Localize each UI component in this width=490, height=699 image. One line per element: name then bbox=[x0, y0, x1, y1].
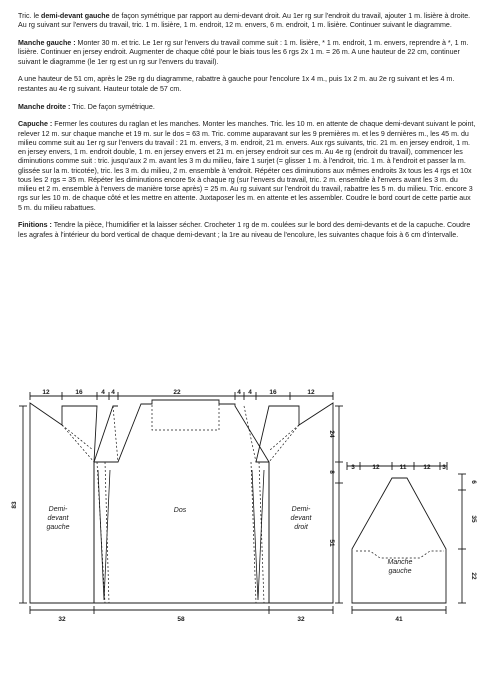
dim-top-5: 22 bbox=[173, 389, 181, 396]
heading-manche-gauche: Manche gauche : bbox=[18, 39, 76, 48]
paragraph-demi-devant-gauche: Tric. le demi-devant gauche de façon symétrique par rapport au demi-devant droit. Au 1er rg sur l'endroit du travail, ajouter 1 m. lisière à droite. Au rg suivant sur l'envers du travail, tric. 1 m. lisière, 1 m. endroit, 12 m. envers, 6 m. endroit, 1 m. lisière. Continuer suivant le diagramme. bbox=[18, 12, 471, 30]
paragraph-manche-gauche: Manche gauche : Monter 30 m. et tric. Le 1er rg sur l'envers du travail comme suit : 1 m. lisière, * 1 m. endroit, 1 m. envers, reprendre à *, 1 m. lisière. Continuer en jersey endroit. Augmenter de chaque côté pour le biais tous les 6 rgs 2x 1 m. = 26 m. A une hauteur de 22 cm, continuer suivant le diagramme (le 1er rg est un rg sur l'envers du travail). bbox=[18, 39, 469, 66]
dashed-neckline-lines bbox=[62, 404, 299, 603]
dim-right-2: 8 bbox=[328, 470, 335, 474]
dim-bottom-1: 32 bbox=[58, 616, 66, 623]
piece-dos bbox=[94, 400, 269, 603]
label-demi-devant-droit-1: Demi- bbox=[291, 506, 311, 513]
heading-capuche: Capuche : bbox=[18, 120, 53, 129]
dim-top-7: 4 bbox=[248, 389, 252, 396]
label-demi-devant-gauche-3: gauche bbox=[46, 524, 70, 531]
heading-demi-devant-gauche: demi-devant gauche bbox=[41, 12, 110, 20]
dim-bottom-2: 58 bbox=[177, 616, 185, 623]
label-demi-devant-droit-2: devant bbox=[290, 515, 312, 522]
piece-manche-gauche bbox=[352, 478, 446, 603]
dim-bottom-3: 32 bbox=[297, 616, 305, 623]
paragraph-manche-droite: Manche droite : Tric. De façon symétrique. bbox=[18, 102, 155, 111]
dim-top-6: 4 bbox=[237, 389, 241, 396]
dim-sleeve-top-5: 3 bbox=[442, 464, 446, 471]
heading-manche-droite: Manche droite : bbox=[18, 102, 71, 111]
dim-right-1: 24 bbox=[328, 430, 335, 438]
piece-demi-devant-gauche bbox=[30, 403, 97, 603]
label-demi-devant-droit-3: droit bbox=[294, 524, 308, 531]
paragraph-finitions: Finitions : Tendre la pièce, l'humidifier et la laisser sécher. Crocheter 1 rg de m. coulées sur le bord des demi-devants et de la capuche. Coudre les agrafes à l'intérieur du bord vertical de chaque demi-devant ; la 1re au niveau de l'encolure, les suivantes chaque fois à 6 cm d'intervalle. bbox=[18, 221, 471, 239]
dim-sleeve-top-3: 11 bbox=[399, 464, 407, 471]
label-manche-gauche-1: Manche bbox=[387, 559, 413, 566]
label-demi-devant-gauche-2: devant bbox=[47, 515, 69, 522]
piece-demi-devant-droit bbox=[256, 403, 333, 603]
paragraph-capuche: Capuche : Fermer les coutures du raglan et les manches. Monter les manches. Tric. les 10 m. en attente de chaque demi-devant suivant le point, relever 12 m. sur chaque manche et 19 m. sur le dos = 63 m. Tric. comme auparavant sur les 9 premières m. et les 9 dernières m., les 45 m. du milieu comme suit au 1er rg sur l'envers du travail : 21 m. envers, 3 m. endroit, 21 m. envers. Aux rgs suivants, tric. 21 m. en jersey endroit, 1 m. en jersey envers, 1 m. endroit double, 1 m. en jersey envers et 21 m. en jersey endroit sur ces m. Au 4e rg (endroit du travail), commencer les diminutions comme suit : tric. jusqu'aux 2 m. avant les 3 m du milieu, faire 1 surjet (= glisser 1 m. à l'endroit, tric. 1 m. à l'endroit et passer la m. glissée sur la m. tricotée), tric. les 3 m. du milieu, 2 m. ensemble à 'endroit. Répéter ces diminutions aux mêmes endroits 3x tous les 4 rgs et 10x tous les 2 rgs = 35 m. Répéter les diminutions encore 5x à chaque rg (sur l'envers du travail, tric. 2 m. ensemble à l'envers avant les 3 m. du milieu et 2 m. ensemble à l'envers de manière torse après) = 25 m. Au rg suivant sur l'endroit du travail, rabattre les 5 m. du milieu. Tric. encore 3 rgs sur les 10 m. de chaque côté et les mettre en attente. Juxtaposer les m. en attente et les assembler. Coudre le bord court de cette partie aux 5 m. du milieu rabattues. bbox=[18, 120, 476, 212]
dim-sleeve-top-1: 3 bbox=[351, 464, 355, 471]
dim-sleeve-top-2: 12 bbox=[372, 464, 380, 471]
label-dos: Dos bbox=[173, 507, 187, 514]
dim-top-1: 12 bbox=[42, 389, 50, 396]
label-manche-gauche-2: gauche bbox=[388, 568, 412, 575]
dim-top-4: 4 bbox=[111, 389, 115, 396]
dim-sleeve-top-4: 12 bbox=[423, 464, 431, 471]
dim-right-3: 51 bbox=[328, 539, 335, 547]
dim-top-8: 16 bbox=[269, 389, 277, 396]
dim-top-9: 12 bbox=[307, 389, 315, 396]
dim-top-3: 4 bbox=[101, 389, 105, 396]
dim-left: 83 bbox=[11, 501, 18, 509]
top-dimension-labels bbox=[42, 389, 315, 396]
dim-sleeve-right-3: 22 bbox=[470, 572, 477, 580]
paragraph-encolure: A une hauteur de 51 cm, après le 29e rg du diagramme, rabattre à gauche pour l'encolure 1x 4 m., puis 1x 2 m. au 2e rg suivant et les 4 m. restantes au 4e rg suivant. Hauteur totale de 57 cm. bbox=[18, 75, 455, 93]
dim-sleeve-right-2: 35 bbox=[470, 515, 477, 523]
dim-sleeve-right-1: 6 bbox=[470, 480, 477, 484]
dim-sleeve-bottom: 41 bbox=[395, 616, 403, 623]
label-demi-devant-gauche-1: Demi- bbox=[48, 506, 68, 513]
sleeve-dashed-line bbox=[356, 551, 444, 558]
dim-top-2: 16 bbox=[75, 389, 83, 396]
heading-finitions: Finitions : bbox=[18, 221, 52, 230]
